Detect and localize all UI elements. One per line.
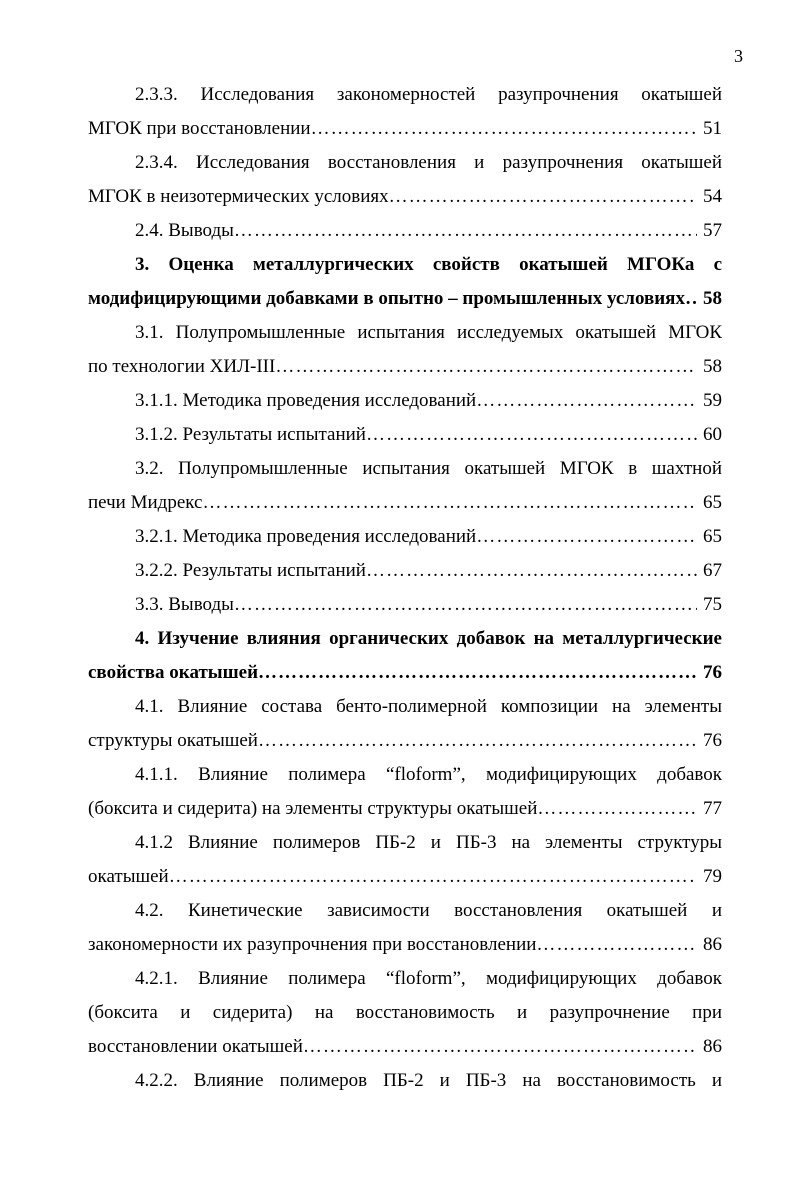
toc-entry bbox=[88, 588, 722, 622]
toc-entry-title: МГОК при восстановлении bbox=[88, 118, 311, 139]
toc-entry bbox=[88, 928, 722, 962]
page-number: 3 bbox=[734, 46, 743, 66]
toc-line: (боксита и сидерита) на восстановимость и разупрочнение при bbox=[88, 1002, 722, 1023]
toc-entry bbox=[88, 112, 722, 146]
toc-entry-page: 75 bbox=[703, 594, 722, 615]
toc-entry-page: 58 bbox=[703, 288, 722, 309]
toc-entry bbox=[88, 486, 722, 520]
toc-entry-page: 58 bbox=[703, 356, 722, 377]
dot-leader bbox=[275, 350, 697, 384]
dot-leader bbox=[685, 282, 697, 316]
toc-line: 2.3.3. Исследования закономерностей разупрочнения окатышей bbox=[135, 84, 722, 105]
toc-line: 4.1.1. Влияние полимера “floform”, модифицирующих добавок bbox=[135, 764, 722, 785]
dot-leader bbox=[476, 384, 697, 418]
dot-leader bbox=[169, 860, 697, 894]
toc-entry bbox=[88, 724, 722, 758]
toc-entry-page: 60 bbox=[703, 424, 722, 445]
toc-entry-title: 3.1.1. Методика проведения исследований bbox=[135, 390, 477, 411]
dot-leader bbox=[366, 554, 697, 588]
toc-entry-title: свойства окатышей bbox=[88, 662, 259, 683]
toc-entry bbox=[88, 860, 722, 894]
toc-entry bbox=[88, 792, 722, 826]
toc-line: 3.1. Полупромышленные испытания исследуемых окатышей МГОК bbox=[135, 322, 722, 343]
toc-line: 4.1.2 Влияние полимеров ПБ-2 и ПБ-3 на элементы структуры bbox=[135, 832, 722, 853]
toc-line: 4.2.2. Влияние полимеров ПБ-2 и ПБ-3 на восстановимость и bbox=[135, 1070, 722, 1091]
toc-entry-title: 3.1.2. Результаты испытаний bbox=[135, 424, 366, 445]
dot-leader bbox=[537, 792, 697, 826]
dot-leader bbox=[536, 928, 697, 962]
toc-entry bbox=[88, 418, 722, 452]
toc-entry-title: 3.2.2. Результаты испытаний bbox=[135, 560, 366, 581]
dot-leader bbox=[303, 1030, 697, 1064]
toc-entry-title: МГОК в неизотермических условиях bbox=[88, 186, 389, 207]
toc-entry-page: 54 bbox=[703, 186, 722, 207]
toc-entry-title: модифицирующими добавками в опытно – промышленных условиях bbox=[88, 288, 685, 309]
toc-entry-page: 76 bbox=[703, 730, 722, 751]
dot-leader bbox=[234, 214, 697, 248]
toc-line: 4.1. Влияние состава бенто-полимерной композиции на элементы bbox=[135, 696, 722, 717]
toc-entry-title: закономерности их разупрочнения при восстановлении bbox=[88, 934, 537, 955]
toc-entry bbox=[88, 554, 722, 588]
toc-entry-title: 2.4. Выводы bbox=[135, 220, 234, 241]
toc-entry-page: 65 bbox=[703, 492, 722, 513]
toc-entry-title: по технологии ХИЛ-III bbox=[88, 356, 276, 377]
toc-line: 3. Оценка металлургических свойств окатышей МГОКа с bbox=[135, 254, 722, 275]
toc-entry bbox=[88, 656, 722, 690]
toc-entry-page: 59 bbox=[703, 390, 722, 411]
toc-entry bbox=[88, 214, 722, 248]
toc-entry-page: 67 bbox=[703, 560, 722, 581]
table-of-contents bbox=[88, 78, 722, 1098]
dot-leader bbox=[476, 520, 697, 554]
dot-leader bbox=[258, 724, 697, 758]
toc-entry bbox=[88, 384, 722, 418]
toc-line: 3.2. Полупромышленные испытания окатышей МГОК в шахтной bbox=[135, 458, 722, 479]
toc-entry-title: 3.3. Выводы bbox=[135, 594, 234, 615]
toc-line: 2.3.4. Исследования восстановления и разупрочнения окатышей bbox=[135, 152, 722, 173]
toc-entry-page: 76 bbox=[703, 662, 722, 683]
toc-entry bbox=[88, 282, 722, 316]
toc-entry-title: структуры окатышей bbox=[88, 730, 258, 751]
dot-leader bbox=[311, 112, 697, 146]
toc-line: 4.2.1. Влияние полимера “floform”, модифицирующих добавок bbox=[135, 968, 722, 989]
toc-entry bbox=[88, 1030, 722, 1064]
toc-entry-title: (боксита и сидерита) на элементы структуры окатышей bbox=[88, 798, 538, 819]
toc-entry bbox=[88, 180, 722, 214]
toc-entry-title: печи Мидрекс bbox=[88, 492, 203, 513]
toc-entry-title: окатышей bbox=[88, 866, 169, 887]
toc-entry-page: 57 bbox=[703, 220, 722, 241]
toc-entry-title: восстановлении окатышей bbox=[88, 1036, 303, 1057]
toc-entry-page: 79 bbox=[703, 866, 722, 887]
toc-line: 4. Изучение влияния органических добавок на металлургические bbox=[135, 628, 722, 649]
toc-entry-page: 86 bbox=[703, 1036, 722, 1057]
toc-line: 4.2. Кинетические зависимости восстановления окатышей и bbox=[135, 900, 722, 921]
toc-entry bbox=[88, 350, 722, 384]
dot-leader bbox=[389, 180, 697, 214]
dot-leader bbox=[366, 418, 697, 452]
toc-entry-page: 77 bbox=[703, 798, 722, 819]
dot-leader bbox=[258, 656, 697, 690]
dot-leader bbox=[234, 588, 697, 622]
toc-entry-title: 3.2.1. Методика проведения исследований bbox=[135, 526, 477, 547]
dot-leader bbox=[202, 486, 697, 520]
toc-entry-page: 86 bbox=[703, 934, 722, 955]
toc-entry bbox=[88, 520, 722, 554]
toc-entry-page: 51 bbox=[703, 118, 722, 139]
toc-entry-page: 65 bbox=[703, 526, 722, 547]
